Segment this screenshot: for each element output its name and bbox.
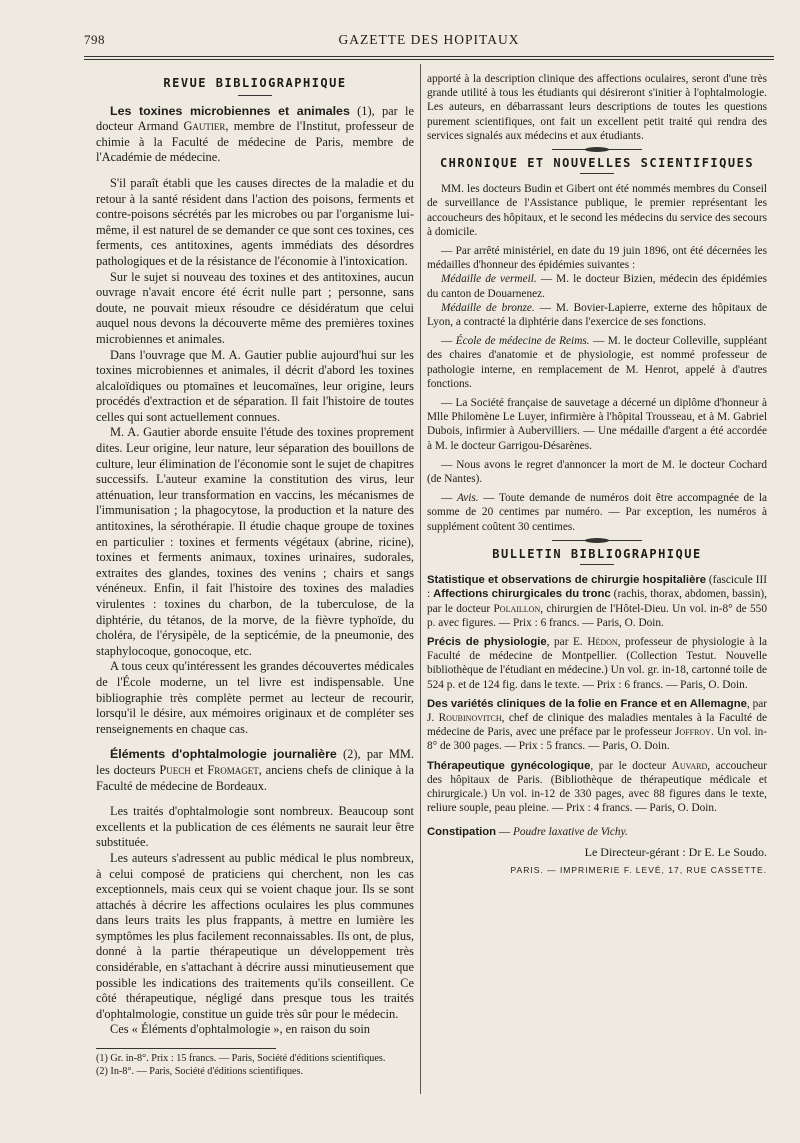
news-item: MM. les docteurs Budin et Gibert ont été nommés membres du Conseil de surveillance de l'Assistance publique, le premier représentant les accoucheurs des hôpitaux, et le second les médecins du service des secours à domicile. [427,183,767,238]
section-rule [580,564,614,565]
section-rule [238,95,272,96]
footnote-1: (1) Gr. in-8°. Prix : 15 francs. — Paris, Société d'éditions scientifiques. [96,1053,386,1065]
footnote-2: (2) In-8°. — Paris, Société d'éditions scientifiques. [96,1066,304,1078]
column-divider [420,64,421,1094]
news-item: — École de médecine de Reims. — M. le docteur Colleville, suppléant des chaires d'anatomie et de physiologie, est nommé professeur de pathologie interne, en remplacement de M. Henrot, appelé à d'autres fonctions. [427,335,768,390]
news-item: — Avis. — Toute demande de numéros doit être accompagnée de la somme de 20 centimes par numéro. — Par exception, les numéros à supplément coûtent 30 centimes. [427,492,767,533]
section-title-chronique: CHRONIQUE ET NOUVELLES SCIENTIFIQUES [439,156,755,171]
director-signature: Le Directeur-gérant : Dr E. Le Soudo. [584,844,767,859]
article-2-heading: Éléments d'ophtalmologie journalière (2), par MM. les docteurs Puech et Fromaget, anciens chefs de clinique à la Faculté de médecine de Bordeaux. [96,747,415,793]
section-title-bulletin: BULLETIN BIBLIOGRAPHIQUE [492,546,702,561]
ornament-divider [552,540,642,541]
page-header [84,28,774,54]
news-item: — La Société française de sauvetage a décerné un diplôme d'honneur à Mlle Philomène Le Luyer, infirmière à l'hôpital Trousseau, et à M. Gabriel Dubois, infirmier à Aubervilliers. — Une médaille d'argent a été accordée à M. le docteur Garrigou-Désarènes. [427,397,767,452]
article-1-title: Les toxines microbiennes et animales [110,103,350,118]
header-rule-2 [84,59,774,60]
paragraph-continued: apporté à la description clinique des affections oculaires, seront d'une très grande utilité à tous les étudiants qui désireront s'initier à l'ophtalmologie. Les auteurs, en débarrassant leurs descriptions de toutes les questions purement scientifiques, ont fait un excellent petit traité qui rendra des services signalés aux médecins et aux étudiants. [427,73,767,142]
paragraph: Ces « Éléments d'ophtalmologie », en raison du soin [110,1022,370,1037]
bibliography-entry: Statistique et observations de chirurgie hospitalière (fascicule III : Affections chirurgicales du tronc (rachis, thorax, abdomen, bassin), par le docteur Polaillon, chirurgien de l'Hôtel-Dieu. Un vol. in-8° de 550 p. avec figures. — Prix : 6 francs. — Paris, O. Doin. [427,574,767,629]
bibliography-entry: Thérapeutique gynécologique, par le docteur Auvard, accoucheur des hôpitaux de Paris. (Bibliothèque de thérapeutique médicale et chirurgicale.) Un vol. in-12 de 330 pages, avec 88 figures dans le texte, reliure souple, peau pleine. — Prix : 4 francs. — Paris, O. Doin. [427,759,768,815]
right-column [427,72,767,877]
news-item: — Par arrêté ministériel, en date du 19 juin 1896, ont été décernées les médailles d'honneur des épidémies suivantes : [427,245,767,272]
paragraph: Sur le sujet si nouveau des toxines et des antitoxines, aucun ouvrage n'avait encore été écrit nulle part ; personne, sans doute, ne pouvait mieux résoudre ce désidératum que celui auquel nous devons la découverte même des premières toxines microbiennes et animales. [96,269,414,346]
news-item: Médaille de bronze. — M. Bovier-Lapierre, externe des hôpitaux de Lyon, a contracté la diphtérie dans l'exercice de ses fonctions. [427,301,767,329]
printer-imprint: PARIS. — IMPRIMERIE F. LEVÉ, 17, RUE CASSETTE. [510,864,767,875]
article-2-title: Éléments d'ophtalmologie journalière [110,747,337,762]
news-item: Médaille de vermeil. — M. le docteur Bizien, médecin des épidémies du canton de Douarnenez. [427,273,767,300]
paragraph: Dans l'ouvrage que M. A. Gautier publie aujourd'hui sur les toxines microbiennes et animales, il décrit d'abord les toxines alcaloïdiques ou ptomaïnes et leucomaïnes, leur origine, leurs procédés d'extraction et de séparation. Il fait l'histoire de toutes celles qui sont actuellement connues. [96,347,414,424]
section-rule [580,173,614,174]
paragraph: S'il paraît établi que les causes directes de la maladie et du retour à la santé résident dans l'action des poisons, ferments et contre-poisons sécrétés par les microbes ou par l'organisme lui-même, il est naturel de se demander ce que sont ces toxines, ces ferments, ces antitoxines, agents immédiats des désordres pathologiques et de la résistance de l'économie à l'intoxication. [96,175,414,268]
paragraph: Les auteurs s'adressent au public médical le plus nombreux, à celui composé de praticiens qui cherchent, non les cas exceptionnels, mais ceux qui se voient chaque jour. Ils se sont attachés à décrire les affections oculaires les plus communes dans leurs traits les plus frappants, à mettre en lumière les symptômes les plus facilement reconnaissables. Ils ont, de plus, donné à la partie thérapeutique un développement très considérable, en s'attachant à décrire aussi minutieusement que possible les indications des traitements qu'ils conseillent. Ce côté thérapeutique, négligé dans presque tous les traités d'ophtalmologie, constitue un guide très sûr pour le médecin. [96,850,414,1021]
paragraph: A tous ceux qu'intéressent les grandes découvertes médicales de l'École moderne, un tel livre est indispensable. Une bibliographie très complète permet au lecteur de recourir, lorsqu'il le désire, aux mémoires originaux et de compléter ses renseignements en chaque cas. [96,659,414,736]
bibliography-entry: Précis de physiologie, par E. Hédon, professeur de physiologie à la Faculté de médecine de Montpellier. (Collection Testut. Nouvelle bibliothèque de l'étudiant en médecine.) Un vol. gr. in-18, cartonné toile de 524 p. et de 124 fig. dans le texte. — Prix : 6 francs. — Paris, O. Doin. [427,635,767,691]
paragraph: Les traités d'ophtalmologie sont nombreux. Beaucoup sont excellents et la publication de ces éléments ne saurait leur être substituée. [96,804,414,850]
ornament-divider [552,149,642,150]
footnote-rule [96,1048,276,1049]
news-item: — Nous avons le regret d'annoncer la mort de M. le docteur Cochard (de Nantes). [427,458,767,486]
page-number: 798 [84,32,105,47]
paragraph: M. A. Gautier aborde ensuite l'étude des toxines proprement dites. Leur origine, leur nature, leur séparation des bouillons de culture, leur élimination de l'économie sont le sujet de chapitres successifs. L'auteur examine la constitution des virus, leur atténuation, leur transformation en vaccins, les mécanismes de l'immunisation ; la phagocytose, la production et la nature des antitoxines, la sérothérapie. Il étudie chaque groupe de toxines en particulier : toxines et ferments végétaux (abrine, ricine), toxines et ferments animaux, toxines urinaires, sudorales, extraites des glandes, toxines des venins ; chairs et sangs vénéneux. Enfin, il fait l'histoire des toxines des maladies virulentes : toxines du charbon, de la tuberculose, de la diphtérie, du tétanos, de la morve, de la fièvre typhoïde, du choléra, de l'érysipèle, de la septicémie, de la pneumonie, des staphylocoque, gonocoque, etc. [96,425,414,658]
bibliography-entry: Des variétés cliniques de la folie en France et en Allemagne, par J. Roubinovitch, chef de clinique des maladies mentales à la Faculté de médecine de Paris, avec une préface par le professeur Joffroy. Un vol. in-8° de 300 pages. — Prix : 5 francs. — Paris, O. Doin. [427,697,767,753]
section-title-revue: REVUE BIBLIOGRAPHIQUE [163,76,347,90]
header-rule [84,56,774,57]
running-title: GAZETTE DES HOPITAUX [338,32,520,47]
bibliography-entry: Constipation — Poudre laxative de Vichy. [427,826,628,839]
left-column [96,72,414,1078]
article-1-heading: Les toxines microbiennes et animales (1), par le docteur Armand Gautier, membre de l'Institut, professeur de chimie à la Faculté de médecine de Paris, membre de l'Académie de médecine. [96,103,414,165]
